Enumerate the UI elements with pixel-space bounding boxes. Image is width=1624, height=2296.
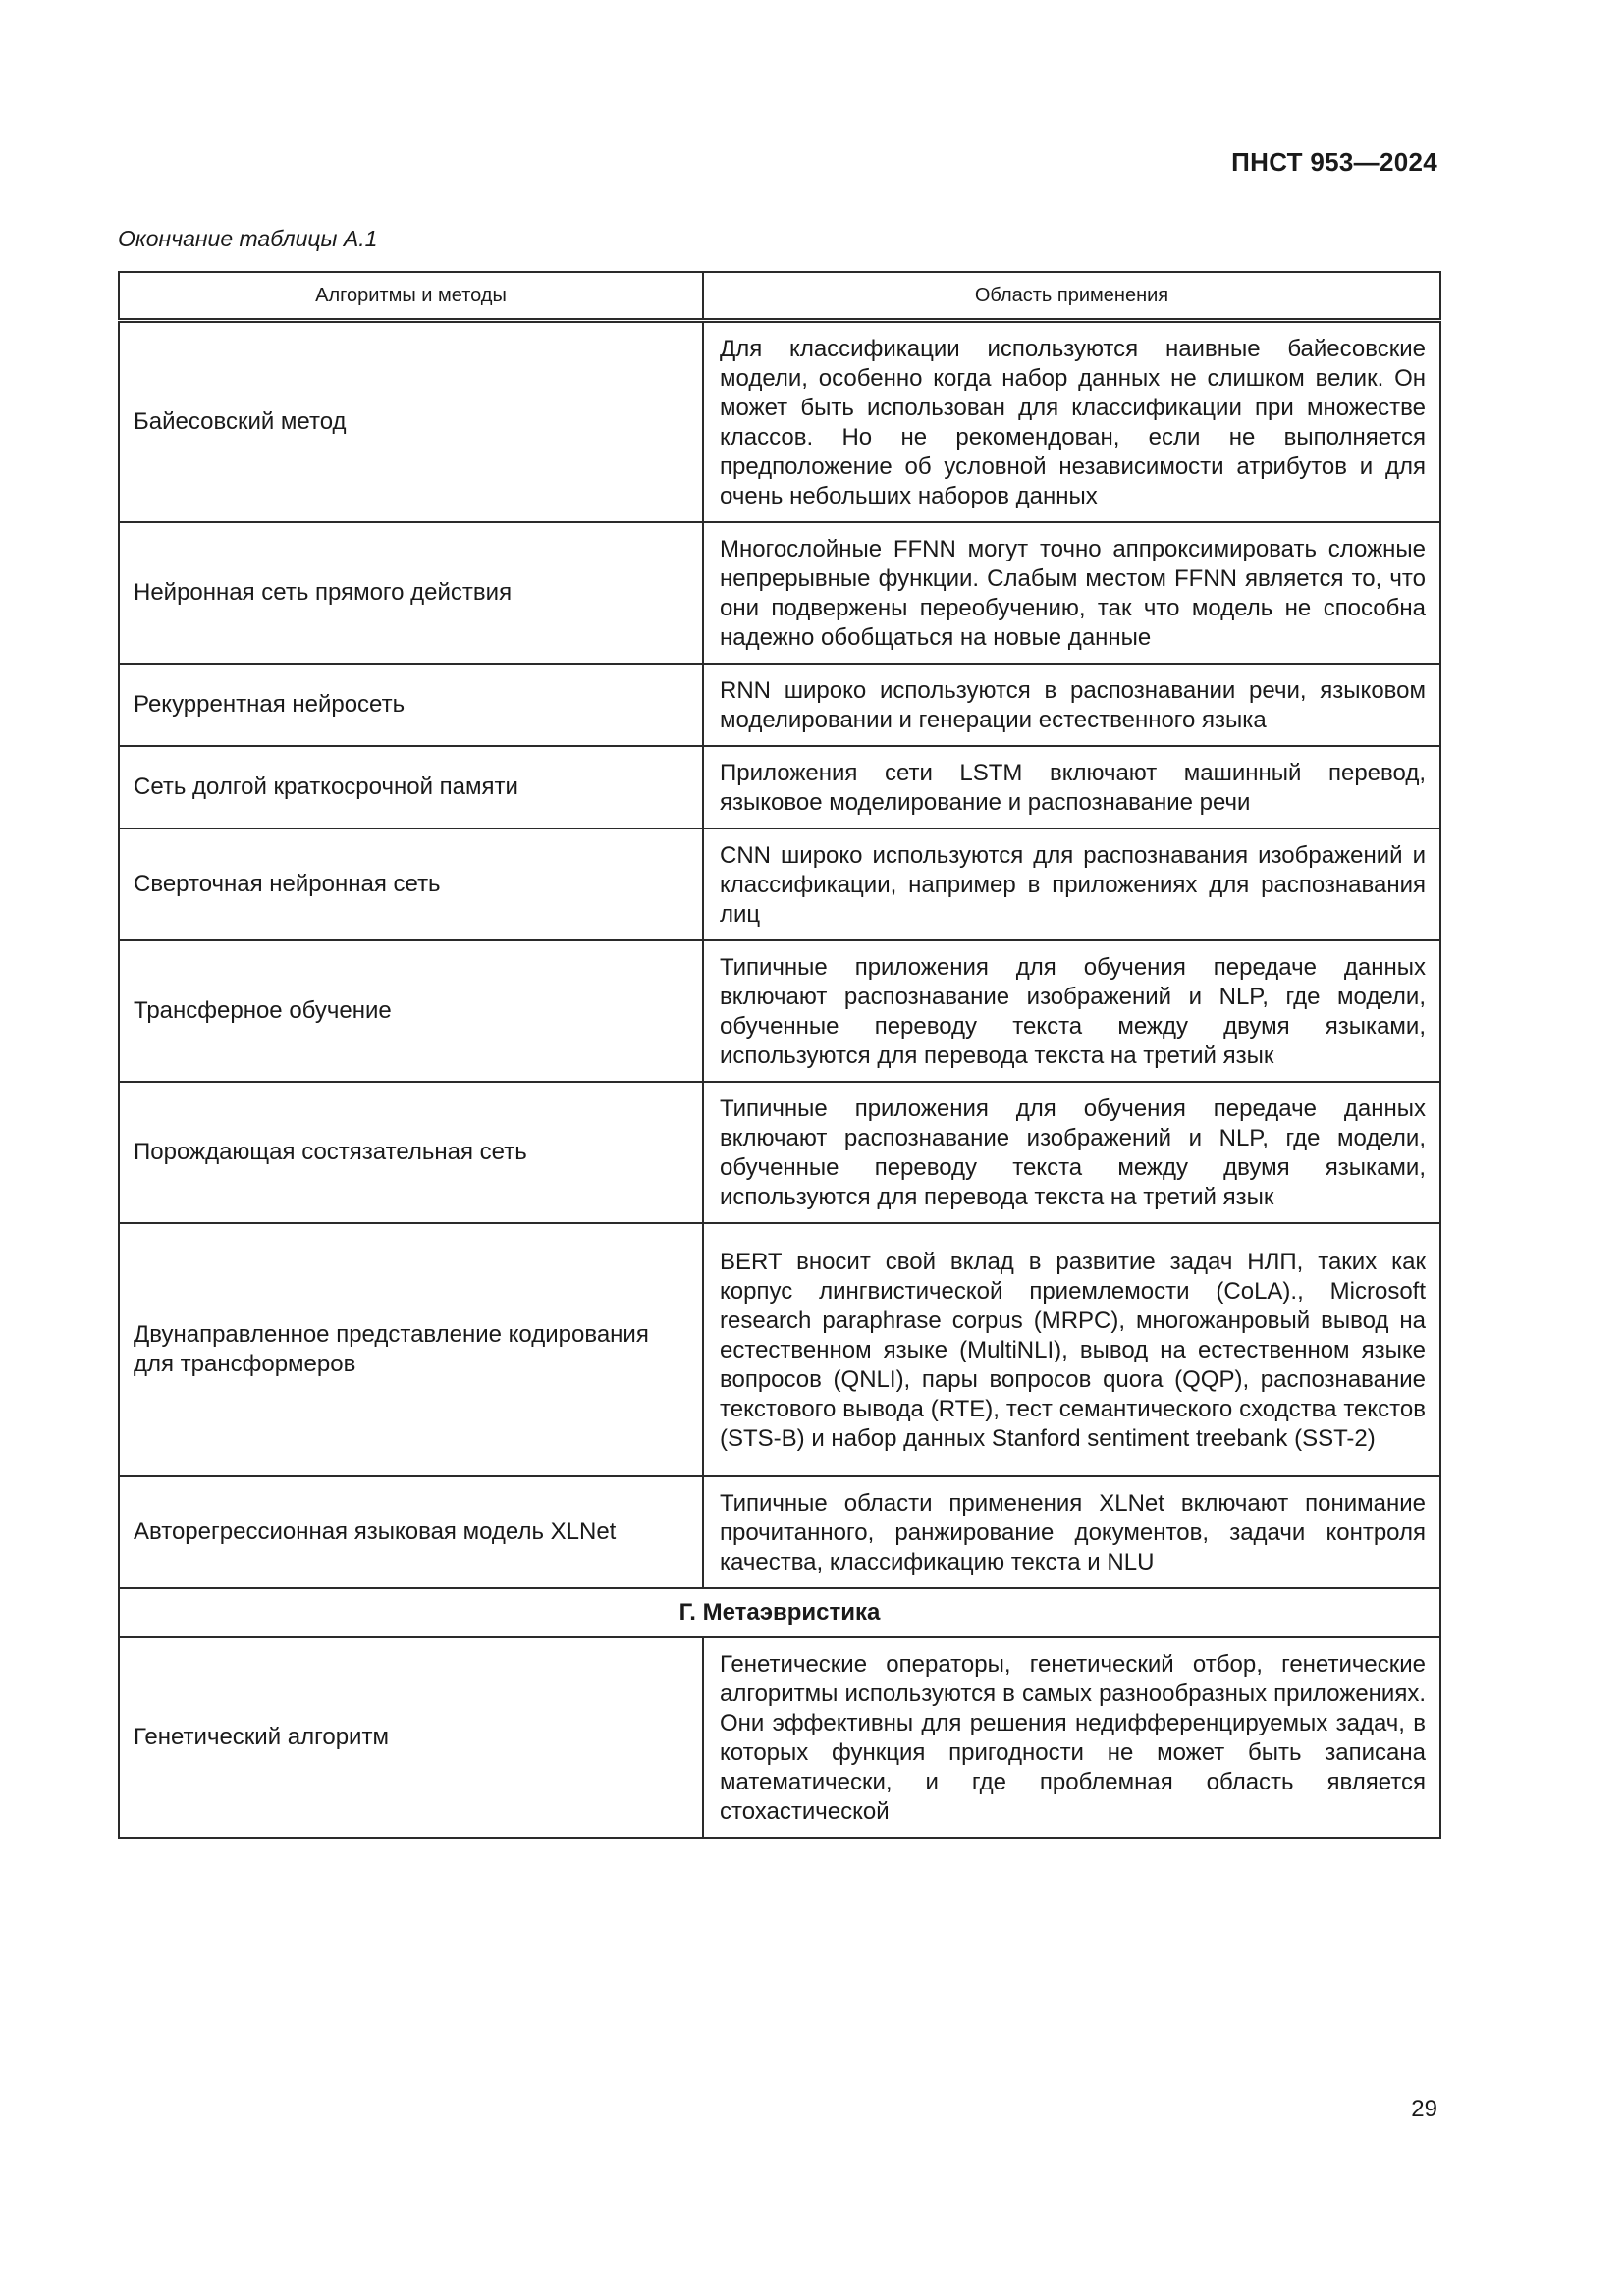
algorithms-table: [118, 271, 1441, 1839]
table-row: [119, 1476, 1440, 1588]
application-area-cell: Приложения сети LSTM включают машинный перевод, языковое моделирование и распознавание речи: [703, 746, 1440, 828]
method-cell: Двунаправленное представление кодирования для трансформеров: [119, 1223, 703, 1476]
table-row: [119, 1223, 1440, 1476]
method-cell: Сеть долгой краткосрочной памяти: [119, 746, 703, 828]
application-area-cell: RNN широко используются в распознавании речи, языковом моделировании и генерации естественного языка: [703, 664, 1440, 746]
table-row: [119, 828, 1440, 940]
method-cell: Рекуррентная нейросеть: [119, 664, 703, 746]
application-area-cell: BERT вносит свой вклад в развитие задач НЛП, таких как корпус лингвистической приемлемости (CoLA)., Microsoft research paraphrase corpus (MRPC), многожанровый вывод на естественном языке (MultiNLI), вывод на естественном языке вопросов (QNLI), пары вопросов quora (QQP), распознавание текстового вывода (RTE), тест семантического сходства текстов (STS-B) и набор данных Stanford sentiment treebank (SST-2): [703, 1223, 1440, 1476]
section-header-row: [119, 1588, 1440, 1637]
page-number: 29: [1411, 2096, 1437, 2122]
table-row: [119, 522, 1440, 664]
method-cell: Генетический алгоритм: [119, 1637, 703, 1838]
application-area-cell: Типичные области применения XLNet включают понимание прочитанного, ранжирование документов, задачи контроля качества, классификацию текста и NLU: [703, 1476, 1440, 1588]
application-area-cell: Типичные приложения для обучения передаче данных включают распознавание изображений и NLP, где модели, обученные переводу текста между двумя языками, используются для перевода текста на третий язык: [703, 1082, 1440, 1223]
application-area-cell: Типичные приложения для обучения передаче данных включают распознавание изображений и NLP, где модели, обученные переводу текста между двумя языками, используются для перевода текста на третий язык: [703, 940, 1440, 1082]
table-header-row: [119, 272, 1440, 321]
method-cell: Порождающая состязательная сеть: [119, 1082, 703, 1223]
table-row: [119, 940, 1440, 1082]
application-area-cell: Для классификации используются наивные байесовские модели, особенно когда набор данных не слишком велик. Он может быть использован для классификации при множестве классов. Но не рекомендован, если не выполняется предположение об условной независимости атрибутов и для очень небольших наборов данных: [703, 321, 1440, 523]
method-cell: Сверточная нейронная сеть: [119, 828, 703, 940]
table-row: [119, 1637, 1440, 1838]
table-row: [119, 1082, 1440, 1223]
table-row: [119, 746, 1440, 828]
method-cell: Авторегрессионная языковая модель XLNet: [119, 1476, 703, 1588]
application-area-cell: Генетические операторы, генетический отбор, генетические алгоритмы используются в самых разнообразных приложениях. Они эффективны для решения недифференцируемых задач, в которых функция пригодности не может быть записана математически, и где проблемная область является стохастической: [703, 1637, 1440, 1838]
section-title: Г. Метаэвристика: [119, 1588, 1440, 1637]
application-area-cell: Многослойные FFNN могут точно аппроксимировать сложные непрерывные функции. Слабым местом FFNN является то, что они подвержены переобучению, так что модель не способна надежно обобщаться на новые данные: [703, 522, 1440, 664]
method-cell: Нейронная сеть прямого действия: [119, 522, 703, 664]
table-row: [119, 664, 1440, 746]
application-area-cell: CNN широко используются для распознавания изображений и классификации, например в приложениях для распознавания лиц: [703, 828, 1440, 940]
document-code: ПНСТ 953—2024: [1231, 147, 1437, 177]
method-cell: Трансферное обучение: [119, 940, 703, 1082]
column-header-area: Область применения: [703, 272, 1440, 321]
column-header-method: Алгоритмы и методы: [119, 272, 703, 321]
table-caption: Окончание таблицы А.1: [118, 226, 378, 251]
method-cell: Байесовский метод: [119, 321, 703, 523]
table-row: [119, 321, 1440, 523]
